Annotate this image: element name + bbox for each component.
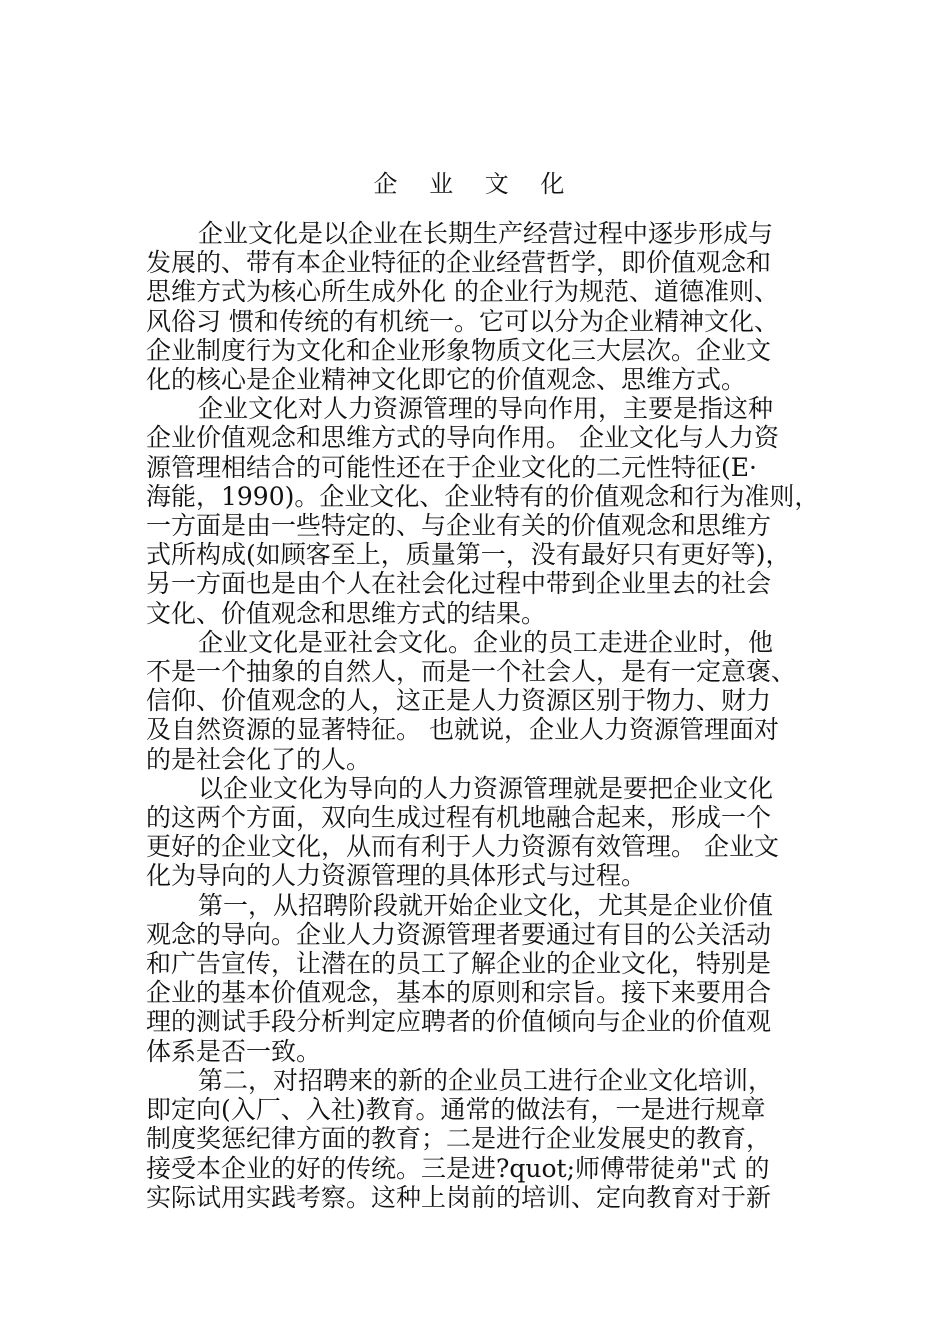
text-line: 理的测试手段分析判定应聘者的价值倾向与企业的价值观 xyxy=(146,1007,772,1037)
text-line: 企业文化是以企业在长期生产经营过程中逐步形成与 xyxy=(198,219,774,248)
text-line: 体系是否一致。 xyxy=(146,1036,322,1066)
text-line: 第二，对招聘来的新的企业员工进行企业文化培训， xyxy=(198,1065,774,1095)
text-line: 式所构成(如顾客至上，质量第一，没有最好只有更好等)， xyxy=(146,540,791,570)
text-line: 和广告宣传，让潜在的员工了解企业的企业文化，特别是 xyxy=(146,949,772,979)
text-line: 制度奖惩纪律方面的教育；二是进行企业发展史的教育， xyxy=(146,1124,772,1154)
paragraph xyxy=(146,394,820,628)
text-line: 风俗习 惯和传统的有机统一。它可以分为企业精神文化、 xyxy=(146,306,779,336)
text-line: 企业文化对人力资源管理的导向作用，主要是指这种 xyxy=(198,394,774,424)
text-line: 海能，1990)。企业文化、企业特有的价值观念和行为准则， xyxy=(146,481,820,511)
text-line: 化为导向的人力资源管理的具体形式与过程。 xyxy=(146,861,647,891)
text-line: 企业价值观念和思维方式的导向作用。 企业文化与人力资 xyxy=(146,423,779,453)
text-line: 源管理相结合的可能性还在于企业文化的二元性特征(E· xyxy=(146,452,757,482)
paragraph xyxy=(146,774,816,891)
text-line: 及自然资源的显著特征。 也就说，企业人力资源管理面对 xyxy=(146,715,779,745)
document-title: 企 业 文 化 xyxy=(373,170,577,198)
text-line: 企业的基本价值观念，基本的原则和宗旨。接下来要用合 xyxy=(146,978,772,1008)
text-line: 不是一个抽象的自然人，而是一个社会人，是有一定意褒、 xyxy=(146,657,797,687)
text-line: 接受本企业的好的传统。三是进?quot;师傅带徒弟"式 的 xyxy=(146,1153,770,1183)
text-line: 以企业文化为导向的人力资源管理就是要把企业文化 xyxy=(198,773,774,803)
text-line: 更好的企业文化，从而有利于人力资源有效管理。 企业文 xyxy=(146,832,779,862)
text-line: 企业文化是亚社会文化。企业的员工走进企业时，他 xyxy=(198,627,774,657)
paragraph xyxy=(146,219,816,394)
text-line: 一方面是由一些特定的、与企业有关的价值观念和思维方 xyxy=(146,511,772,541)
text-line: 信仰、价值观念的人，这正是人力资源区别于物力、财力 xyxy=(146,686,772,716)
text-line: 化的核心是企业精神文化即它的价值观念、思维方式。 xyxy=(146,365,747,395)
text-line: 发展的、带有本企业特征的企业经营哲学，即价值观念和 xyxy=(146,248,772,278)
paragraph xyxy=(146,628,816,774)
text-line: 文化、价值观念和思维方式的结果。 xyxy=(146,598,547,628)
text-line: 思维方式为核心所生成外化 的企业行为规范、道德准则、 xyxy=(146,277,779,307)
text-line: 即定向(入厂、入社)教育。通常的做法有，一是进行规章 xyxy=(146,1095,766,1125)
paragraph xyxy=(146,1066,816,1212)
text-line: 的这两个方面，双向生成过程有机地融合起来，形成一个 xyxy=(146,803,772,833)
text-line: 另一方面也是由个人在社会化过程中带到企业里去的社会 xyxy=(146,569,772,599)
text-line: 第一，从招聘阶段就开始企业文化，尤其是企业价值 xyxy=(198,890,774,920)
text-line: 的是社会化了的人。 xyxy=(146,744,372,774)
text-line: 观念的导向。企业人力资源管理者要通过有目的公关活动 xyxy=(146,919,772,949)
paragraph xyxy=(146,891,816,1066)
text-line: 实际试用实践考察。这种上岗前的培训、定向教育对于新 xyxy=(146,1182,772,1212)
text-line: 企业制度行为文化和企业形象物质文化三大层次。企业文 xyxy=(146,335,772,365)
document-body xyxy=(146,219,820,1212)
